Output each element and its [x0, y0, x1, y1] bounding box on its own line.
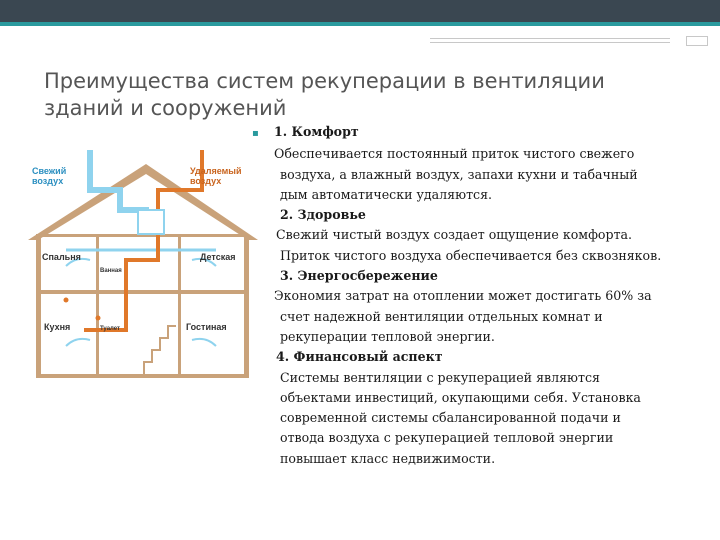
outer-wall-right — [244, 234, 249, 378]
ground-floor — [36, 374, 249, 378]
finance-text-1: Системы вентиляции с рекуперацией являются — [280, 369, 600, 385]
comfort-text-3: дым автоматически удаляются. — [280, 186, 493, 202]
title-line-1: Преимущества систем рекуперации в вентиляции — [44, 69, 605, 93]
arrow-fresh-4 — [192, 339, 216, 346]
slide-title — [44, 68, 644, 122]
section-energy-heading: 3. Энергосбережение — [280, 268, 438, 284]
inner-wall-upper — [96, 237, 99, 290]
top-bar-accent — [0, 22, 720, 26]
floor-1 — [36, 290, 249, 294]
inner-wall-lower-2 — [178, 294, 181, 374]
section-finance-heading: 4. Финансовый аспект — [276, 349, 443, 365]
finance-text-4: отвода воздуха с рекуперацией тепловой энергии — [280, 430, 614, 446]
decor-line — [430, 38, 670, 39]
energy-text-2: счет надежной вентиляции отдельных комнат и — [280, 308, 603, 324]
benefits-content — [252, 122, 712, 469]
finance-text-3: современной системы сбалансированной подачи и — [280, 410, 621, 426]
room-bathroom: Ванная — [100, 268, 122, 274]
health-text-2: Приток чистого воздуха обеспечивается без сквозняков. — [280, 247, 662, 263]
health-text-1: Свежий чистый воздух создает ощущение комфорта. — [276, 227, 633, 243]
house-ventilation-illustration — [26, 150, 258, 380]
label-exhaust-air-1: Удаляемый — [190, 166, 242, 176]
inner-wall-upper-2 — [178, 237, 181, 290]
room-bedroom: Спальня — [42, 252, 81, 262]
outer-wall-left — [36, 234, 41, 378]
comfort-text-2: воздуха, а влажный воздух, запахи кухни и табачный — [280, 166, 638, 182]
inner-wall-lower — [96, 294, 99, 374]
room-kids: Детская — [200, 252, 236, 262]
section-health-heading: 2. Здоровье — [280, 207, 366, 223]
top-bar — [0, 0, 720, 22]
finance-text-5: повышает класс недвижимости. — [280, 450, 496, 466]
arrow-fresh-3 — [66, 339, 90, 346]
energy-text-3: рекуперации тепловой энергии. — [280, 328, 495, 344]
label-fresh-air-1: Свежий — [32, 166, 67, 176]
vent-dot-1 — [64, 298, 69, 303]
decor-box — [686, 36, 708, 46]
label-exhaust-air-2: воздух — [190, 176, 222, 186]
room-kitchen: Кухня — [44, 322, 71, 332]
recuperator-unit — [138, 210, 164, 234]
finance-text-2: объектами инвестиций, окупающими себя. Установка — [280, 389, 641, 405]
label-fresh-air-2: воздух — [32, 176, 64, 186]
comfort-heading-text: 1. Комфорт — [274, 124, 359, 139]
stairs — [144, 326, 176, 374]
vent-dot-2 — [96, 316, 101, 321]
room-toilet: Туалет — [100, 326, 120, 332]
section-comfort-heading — [252, 122, 712, 144]
title-line-2: зданий и сооружений — [44, 96, 287, 120]
room-living: Гостиная — [186, 322, 227, 332]
energy-text-1: Экономия затрат на отоплении может достигать 60% за — [274, 288, 652, 304]
comfort-text-1: Обеспечивается постоянный приток чистого свежего — [274, 146, 635, 162]
exhaust-air-duct — [84, 150, 202, 330]
bullet-icon: ▪ — [252, 128, 259, 139]
decor-line-2 — [430, 42, 670, 43]
